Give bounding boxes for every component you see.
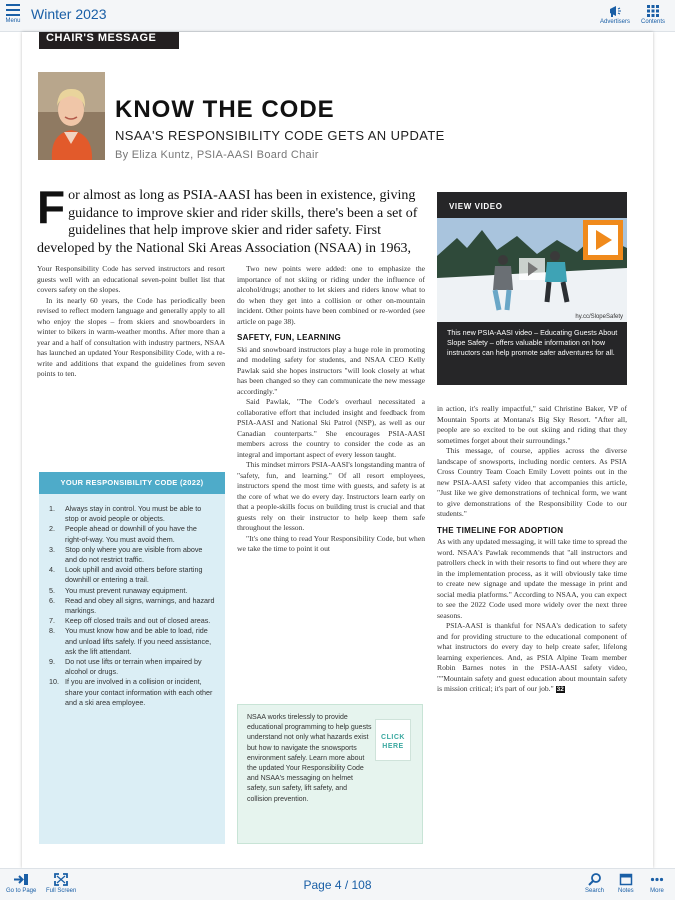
body-paragraph: In its nearly 60 years, the Code has periodically been revised to reflect modern language and generally apply to all who enjoy the slopes – from skiers and snowboarders in winter to bikers in warm-weather months. After more than a year and a half of consultation with industry partners, NSAA has launched an updated Your Responsibility Code, with a re-write and additions that expand the guidelines from seven points to ten. (37, 295, 225, 378)
issue-title: Winter 2023 (31, 6, 107, 22)
more-icon (650, 873, 664, 886)
body-paragraph: This message, of course, applies across the diverse landscape of snowsports, including nordic centers. As PSIA Cross Country Team Coach Emily Lovett points out in the new PSIA-AASI safety video that accompanies this article, "Just like we give demonstrations of technical form, we want to give demonstrations of the Responsibility Code to our students." (437, 446, 627, 518)
advertisers-label: Advertisers (600, 19, 631, 25)
body-paragraph: Two new points were added: one to emphasize the importance of not skiing or riding under the influence of alcohol/drugs; another to let skiers and riders know what to do when they get into a collision or other on-mountain incident. Other points have been combined or re-worded (see article on page 38). (237, 264, 425, 326)
search-button[interactable] (585, 873, 604, 894)
code-list (39, 494, 225, 708)
byline: By Eliza Kuntz, PSIA-AASI Board Chair (115, 149, 319, 161)
body-column-2 (237, 264, 425, 555)
video-box[interactable] (437, 192, 627, 385)
page-indicator[interactable]: Page 4 / 108 (303, 878, 372, 892)
video-url: hy.cc/SlopeSafety (575, 314, 623, 320)
section-tag: CHAIR'S MESSAGE (39, 32, 179, 49)
menu-button[interactable] (5, 3, 21, 24)
code-item: 1. Always stay in control. You must be able to stop or avoid people or objects. (49, 504, 202, 524)
body-paragraph: Ski and snowboard instructors play a huge role in promoting and modeling safety for students, and NSAA CEO Kelly Pawlak said she hopes instructors "will look closely at what has been changed so they can communicate the new message accordingly." (237, 344, 425, 396)
body-paragraph: in action, it's really impactful," said Christine Baker, VP of Mountain Sports at Montana's Big Sky Resort. "After all, people are so excited to be out skiing and riding that they sometimes forget about their surroundings." (437, 404, 627, 445)
section-heading: SAFETY, FUN, LEARNING (237, 333, 342, 342)
body-paragraph: PSIA-AASI is thankful for NSAA's dedication to safety and for providing structure to the educational component of what instructors do every day to help create safer, lifelong learning experiences. And, as PSIA Alpine Team member Robin Barnes notes in the PSIA-AASI safety video, ""Mountain safety and guest education about mountain safety is mission critical; it's part of our job." 32 (437, 621, 627, 693)
lead-text: or almost as long as PSIA-AASI has been in existence, giving guidance to improve skier and rider skills, there's been a set of guidelines that help improve skier and rider safety. First developed by the National Ski Areas Association (NSAA) in 1963, (37, 188, 418, 256)
advertisers-button[interactable] (600, 4, 630, 25)
body-paragraph: This mindset mirrors PSIA-AASI's longstanding mantra of "safety, fun, and learning." Of all resort employees, instructors spend the most time with guests, and safety is at the core of what we do every day. Instructors learn early on that a people-skills focus on building trust is crucial and that guests rely on their instructor to help keep them safe throughout the lesson. (237, 460, 425, 532)
more-button[interactable] (650, 873, 664, 894)
body-paragraph: As with any updated messaging, it will take time to spread the word. NSAA's Pawlak recommends that "all instructors and patrollers check in with their resorts to find out where they are in the implementation process, as it will obviously take time to create new signage and update the message in print and social media platforms." According to NSAA, you can expect to see the 2022 Code used more widely over the next three seasons. (437, 537, 627, 620)
hamburger-icon (5, 3, 21, 17)
code-item: 3. Stop only where you are visible from above and do not restrict traffic. (49, 544, 203, 565)
megaphone-icon (608, 4, 622, 18)
headline: KNOW THE CODE (115, 96, 335, 123)
drop-cap: F (37, 181, 66, 233)
video-caption: This new PSIA-AASI video – Educating Guests About Slope Safety – offers valuable information on how instructors can help promote safer adventures for all. (447, 328, 618, 357)
grid-icon (646, 4, 660, 18)
code-item: 4. Look uphill and avoid others before starting downhill or entering a trail. (49, 565, 203, 585)
video-label: VIEW VIDEO (449, 202, 503, 211)
top-toolbar (0, 0, 675, 32)
go-to-page-label: Go to Page (6, 888, 37, 894)
body-paragraph: "It's one thing to read Your Responsibility Code, but when we take the time to point it out (237, 533, 425, 553)
menu-label: Menu (5, 18, 21, 24)
contents-label: Contents (641, 19, 666, 25)
body-column-1 (37, 264, 225, 380)
code-item: 8. You must know how and be able to load, ride and unload lifts safely. If you need assistance, ask the lift attendant. (49, 626, 212, 656)
full-screen-label: Full Screen (46, 888, 77, 894)
body-column-3 (437, 404, 627, 696)
code-item: 7. Keep off closed trails and out of closed areas. (49, 616, 211, 626)
click-here-line1: CLICK (381, 734, 405, 741)
body-paragraph: Your Responsibility Code has served instructors and resort guests well with an educational seven-point bullet list that covers safety on the slopes. (37, 264, 225, 294)
lead-paragraph (37, 181, 427, 257)
code-item: 10. If you are involved in a collision or incident, share your contact information with each other and a ski area employee. (49, 677, 213, 707)
author-photo (38, 72, 105, 160)
notes-icon (619, 873, 633, 886)
body-paragraph: Said Pawlak, "The Code's overhaul necessitated a collaborative effort that included insight and feedback from PSIA-AASI and National Ski Patrol (NSP), as well as our Canadian counterparts." She encourages PSIA-AASI members across the country to consider the code as an integral and important aspect of every lesson taught. (237, 397, 425, 459)
end-mark: 32 (556, 686, 564, 693)
code-item: 2. People ahead or downhill of you have the right-of-way. You must avoid them. (49, 524, 197, 544)
notes-button[interactable] (618, 873, 634, 894)
click-here-line2: HERE (382, 743, 404, 750)
video-thumbnail[interactable] (437, 218, 627, 322)
notes-label: Notes (618, 888, 634, 894)
play-badge-icon (583, 220, 623, 260)
search-icon (588, 873, 602, 886)
code-item: 5. You must prevent runaway equipment. (49, 585, 188, 595)
code-box-title: YOUR RESPONSIBILITY CODE (2022) (39, 472, 225, 494)
search-label: Search (585, 888, 605, 894)
responsibility-code-box (39, 472, 225, 844)
contents-button[interactable] (641, 4, 665, 25)
section-heading: THE TIMELINE FOR ADOPTION (437, 525, 564, 535)
code-item: 9. Do not use lifts or terrain when impaired by alcohol or drugs. (49, 657, 202, 677)
subhead: NSAA'S RESPONSIBILITY CODE GETS AN UPDATE (115, 128, 445, 143)
nsaa-info-box (237, 704, 423, 844)
bottom-toolbar (0, 868, 675, 900)
more-label: More (650, 888, 664, 894)
magazine-page (22, 32, 653, 868)
nsaa-info-text: NSAA works tirelessly to provide educational programming to help guests understand not only what hazards exist but how to navigate the snowsports environment safely. Learn more about the updated Your Responsibility Code and NSAA's messaging on helmet safety, sun safety, lift safety, and collision prevention. (247, 714, 372, 803)
code-item: 6. Read and obey all signs, warnings, and hazard markings. (49, 595, 215, 616)
click-here-button[interactable] (375, 719, 411, 761)
